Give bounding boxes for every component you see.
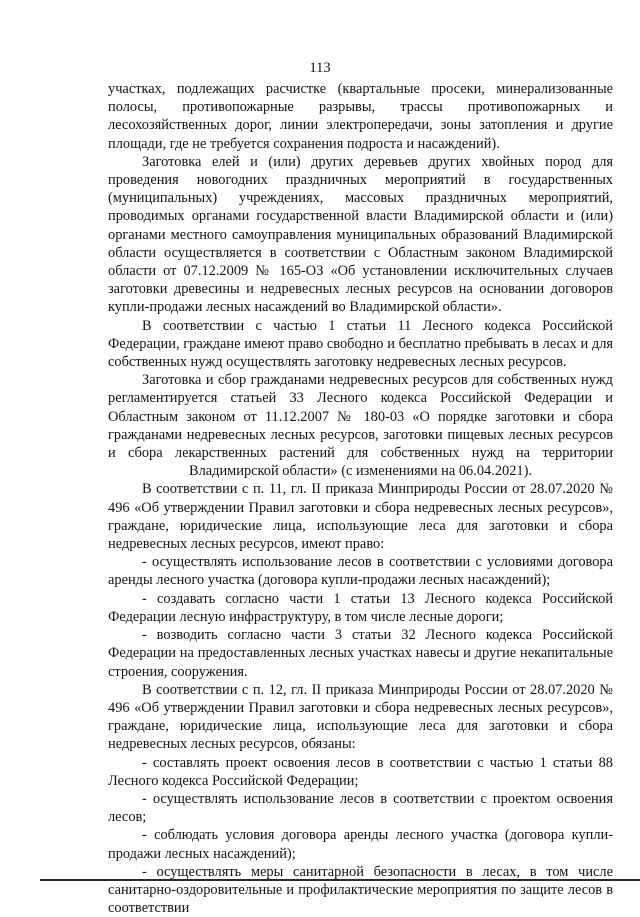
bottom-rule xyxy=(40,879,640,881)
list-item: - соблюдать условия договора аренды лесного участка (договора купли-продажи лесных насаждений); xyxy=(108,827,613,862)
list-item: - составлять проект освоения лесов в соответствии с частью 1 статьи 88 Лесного кодекса Российской Федерации; xyxy=(108,754,613,789)
list-item: - осуществлять использование лесов в соответствии с проектом освоения лесов; xyxy=(108,790,613,826)
page-number: 113 xyxy=(309,60,331,76)
list-item: - возводить согласно части 3 статьи 32 Лесного кодекса Российской Федерации на предоставленных лесных участках навесы и другие некапитальные строения, сооружения. xyxy=(108,627,613,680)
paragraph-regulation: Заготовка и сбор гражданами недревесных ресурсов для собственных нужд регламентируется статьей 33 Лесного кодекса Российской Федерации и Областным законом от 11.12.2007 № 180-03 «О порядке заготовки и сбора гражданами недревесных лесных ресурсов, заготовки пищевых лесных ресурсов и сбора лекарственных растений для собственных нужд на территории Владимирской области» (с изменениями на 06.04.2021). xyxy=(108,372,613,480)
paragraph-citizen-rights: В соответствии с частью 1 статьи 11 Лесного кодекса Российской Федерации, граждане имеют право свободно и бесплатно пребывать в лесах и для собственных нужд осуществлять заготовку недревесных лесных ресурсов. xyxy=(108,317,613,371)
paragraph-spruce-harvest: Заготовка елей и (или) других деревьев других хвойных пород для проведения новогодних праздничных мероприятий в государственных (муниципальных) учреждениях, массовых праздничных мероприятий, проводимых органами государственной власти Владимирской области и (или) органами местного самоуправления муниципальных образований Владимирской области осуществляется в соответствии с Областным законом Владимирской области от 07.12.2009 № 165-ОЗ «Об установлении исключительных случаев заготовки древесины и недревесных лесных ресурсов на основании договоров купли-продажи лесных насаждений во Владимирской области». xyxy=(108,153,613,316)
paragraph-rights-intro: В соответствии с п. 11, гл. II приказа Минприроды России от 28.07.2020 № 496 «Об утверждении Правил заготовки и сбора недревесных лесных ресурсов», граждане, юридические лица, использующие леса для заготовки и сбора недревесных лесных ресурсов, имеют право: xyxy=(108,481,613,553)
document-body xyxy=(108,80,613,917)
list-item: - осуществлять меры санитарной безопасности в лесах, в том числе санитарно-оздоровительные и профилактические мероприятия по защите лесов в соответствии xyxy=(108,863,613,917)
paragraph-duties-intro: В соответствии с п. 12, гл. II приказа Минприроды России от 28.07.2020 № 496 «Об утверждении Правил заготовки и сбора недревесных лесных ресурсов», граждане, юридические лица, использующие леса для заготовки и сбора недревесных лесных ресурсов, обязаны: xyxy=(108,681,613,753)
list-item: - осуществлять использование лесов в соответствии с условиями договора аренды лесного участка (договора купли-продажи лесных насаждений); xyxy=(108,554,613,589)
list-item: - создавать согласно части 1 статьи 13 Лесного кодекса Российской Федерации лесную инфраструктуру, в том числе лесные дороги; xyxy=(108,590,613,625)
paragraph-continuation: участках, подлежащих расчистке (квартальные просеки, минерализованные полосы, противопожарные разрывы, трассы противопожарных и лесохозяйственных дорог, линии электропередачи, зоны затопления и другие площади, где не требуется сохранения подроста и насаждений). xyxy=(108,81,613,152)
